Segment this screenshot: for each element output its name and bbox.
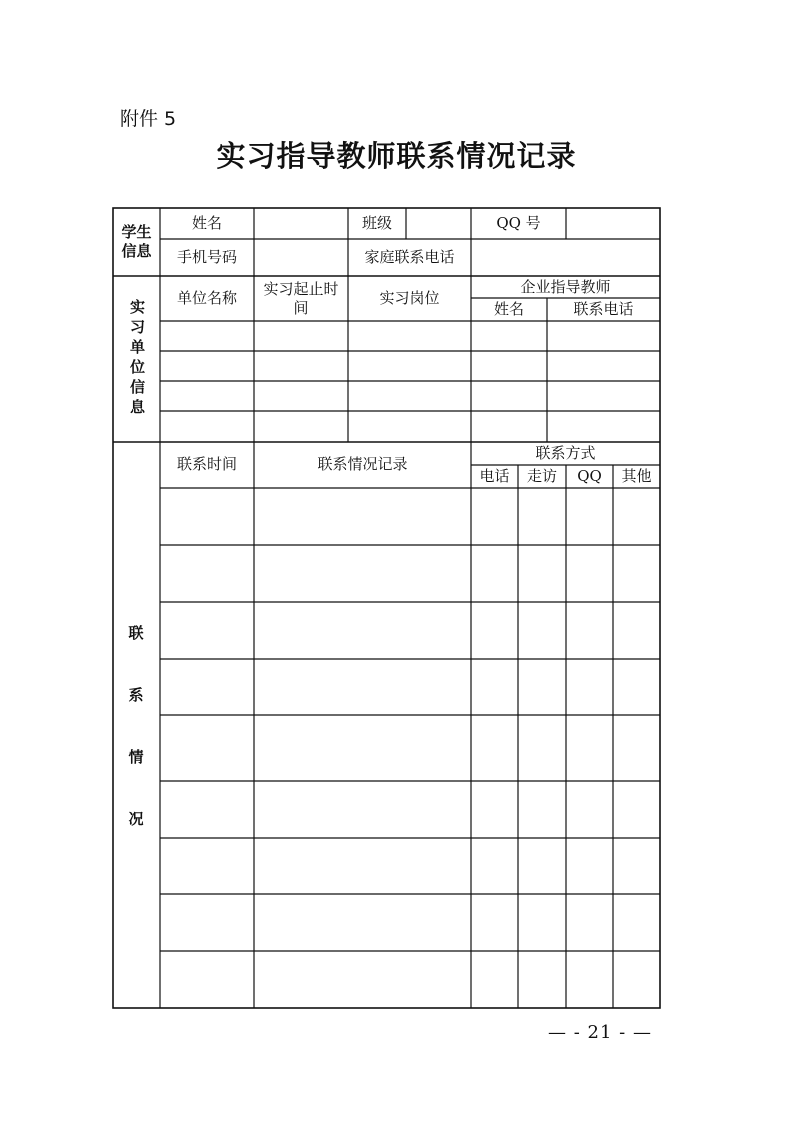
unit-name-header: 单位名称 — [176, 289, 237, 307]
contact-record-header: 联系情况记录 — [317, 455, 408, 473]
position-header: 实习岗位 — [379, 289, 440, 307]
mentor-header: 企业指导教师 — [520, 277, 611, 296]
method-qq-header: QQ — [577, 467, 602, 485]
home-phone-label: 家庭联系电话 — [364, 248, 455, 266]
attachment-label: 附件 5 — [120, 108, 177, 130]
qq-label: QQ 号 — [496, 214, 541, 232]
name-label: 姓名 — [191, 214, 222, 232]
phone-label: 手机号码 — [176, 248, 237, 266]
qq-field[interactable] — [566, 208, 660, 239]
contact-method-header: 联系方式 — [535, 444, 596, 462]
method-visit-header: 走访 — [526, 467, 557, 485]
contact-section-char: 联 — [128, 624, 144, 642]
contact-section-char: 情 — [128, 748, 144, 766]
period-header: 实习起止时间 — [263, 279, 339, 317]
name-field[interactable] — [254, 208, 348, 239]
phone-field[interactable] — [254, 239, 348, 276]
internship-unit-label: 实习单位信息 — [128, 299, 146, 419]
method-phone-header: 电话 — [479, 467, 510, 485]
home-phone-field[interactable] — [471, 239, 660, 276]
mentor-phone-header: 联系电话 — [573, 300, 634, 318]
mentor-name-header: 姓名 — [493, 300, 524, 318]
method-other-header: 其他 — [621, 467, 652, 485]
contact-section-char: 况 — [128, 810, 144, 828]
contact-section-char: 系 — [128, 686, 144, 704]
page-number: — - 21 - — — [548, 1022, 652, 1043]
student-info-label: 学生信息 — [121, 223, 152, 260]
class-label: 班级 — [361, 214, 392, 232]
contact-time-header: 联系时间 — [176, 455, 237, 473]
page-title: 实习指导教师联系情况记录 — [216, 139, 577, 173]
class-field[interactable] — [406, 208, 471, 239]
